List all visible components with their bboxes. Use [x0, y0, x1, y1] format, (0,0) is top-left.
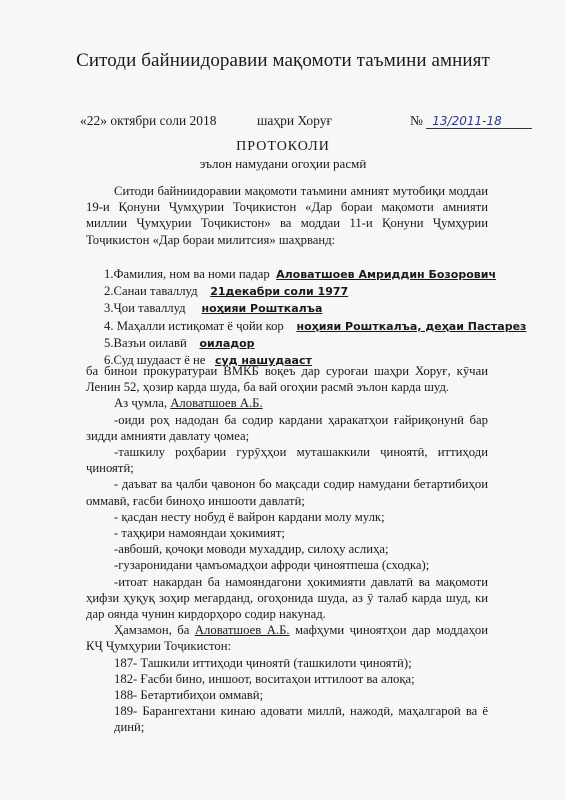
- protocol-city: шаҳри Хоруғ: [257, 113, 332, 128]
- field-value: оиладор: [199, 336, 255, 350]
- handwritten-number: 13/2011-18: [426, 114, 532, 129]
- field-label: 6.Суд шудааст ё не: [104, 353, 206, 368]
- warning-item: - таҳқири намояндаи ҳокимият;: [114, 526, 285, 541]
- field-value: ноҳияи Рошткалъа: [201, 302, 323, 316]
- intro-paragraph: Ситоди байниидоравии мақомоти таъмини амният мутобиқи моддаи 19-и Қонуни Ҷумҳурии Тоҷикистон «Дар бораи мақомоти амнияти миллии Ҷумҳурии Тоҷикистон» ва моддаи 11-и Қонуни Ҷумҳурии Тоҷикистон «Дар бораи милитсия» шаҳрванд:: [86, 184, 488, 247]
- warning-item: - қасдан несту нобуд ё вайрон кардани молу мулк;: [114, 509, 385, 524]
- document-title: ПРОТОКОЛИ: [236, 139, 330, 154]
- field-value: суд нашудааст: [214, 354, 312, 368]
- among-line: [86, 395, 488, 411]
- field-row: [86, 335, 488, 352]
- personal-fields: [86, 266, 527, 369]
- among-prefix: Аз ҷумла,: [114, 396, 168, 411]
- meanwhile-prefix: Ҳамзамон, ба: [114, 623, 190, 638]
- warning-item: -оиди роҳ надодан ба содир кардани ҳаракатҳои ғайриқонунӣ бар зидди амнияти давлату ҷомеа;: [86, 412, 488, 443]
- field-row: [86, 300, 488, 317]
- field-row: [86, 266, 497, 283]
- field-label: 3.Ҷои таваллуд: [104, 301, 186, 316]
- field-value: 21декабри соли 1977: [210, 285, 349, 299]
- field-label: 2.Санаи таваллуд: [104, 284, 198, 299]
- meanwhile-paragraph: [86, 622, 488, 654]
- article-item: 188- Бетартибиҳои оммавӣ;: [114, 688, 264, 703]
- warning-item: -ташкилу роҳбарии гурӯҳҳои муташаккили ҷиноятӣ, иттиҳоди ҷиноятӣ;: [86, 445, 488, 476]
- article-item: 182- Ғасби бино, иншоот, воситаҳои иттилоот ва алоқа;: [114, 671, 415, 686]
- person-name: Аловатшоев А.Б.: [194, 623, 290, 638]
- article-item: 187- Ташкили иттиҳоди ҷиноятӣ (ташкилоти ҷиноятӣ);: [114, 655, 412, 670]
- warning-item: -гузаронидани ҷамъомадҳои афроди ҷиноятпеша (сходка);: [114, 558, 430, 573]
- meanwhile-rest: мафҳуми ҷиноятҳои дар моддаҳои: [295, 623, 488, 638]
- warning-item: - даъват ва ҷалби ҷавонон бо мақсади содир намудани бетартибиҳои оммавӣ, ғасби биноҳо иншооти давлатӣ;: [86, 477, 488, 508]
- field-label: 1.Фамилия, ном ва номи падар: [104, 267, 270, 281]
- field-row: [86, 283, 488, 300]
- document-subtitle: эълон намудани огоҳии расмӣ: [199, 156, 367, 171]
- meanwhile-code: КҶ Ҷумҳурии Тоҷикистон:: [86, 639, 232, 654]
- reason-paragraph: ба бинои прокуратураи ВМКБ воқеъ дар суроғаи шаҳри Хоруғ, кӯчаи Ленин 52, ҳозир карда шуда, ба вай огоҳии расмӣ эълон карда шуд.: [86, 364, 488, 395]
- organization-title: Ситоди байниидоравии мақомоти таъмини амният: [76, 50, 490, 71]
- protocol-number: [410, 113, 532, 129]
- field-value: Аловатшоев Амриддин Бозорович: [276, 268, 497, 281]
- warning-item: -итоат накардан ба намояндагони ҳокимияти давлатӣ ва мақомоти ҳифзи ҳуқуқ зоҳир мегарданд, огоҳонида шуда, аз ӯ талаб карда шуд, ки дар оянда чунин кирдорҳоро содир накунад.: [86, 574, 488, 622]
- field-label: 4. Маҳалли истиқомат ё ҷойи кор: [104, 318, 284, 333]
- person-name: Аловатшоев А.Б.: [170, 396, 263, 411]
- field-row: [86, 318, 527, 335]
- article-item: 189- Барангехтани кинаю адовати миллӣ, нажодӣ, маҳалгароӣ ва ё динӣ;: [114, 704, 488, 735]
- field-label: 5.Вазъи оилавӣ: [104, 335, 187, 350]
- warning-item: -авбошӣ, қочоқи моводи мухаддир, силоҳу аслиҳа;: [114, 542, 389, 557]
- field-value: ноҳияи Рошткалъа, деҳаи Пастарез: [296, 319, 527, 333]
- number-label: №: [410, 113, 423, 128]
- protocol-date: «22» октябри соли 2018: [80, 113, 217, 128]
- main-text: [86, 363, 488, 736]
